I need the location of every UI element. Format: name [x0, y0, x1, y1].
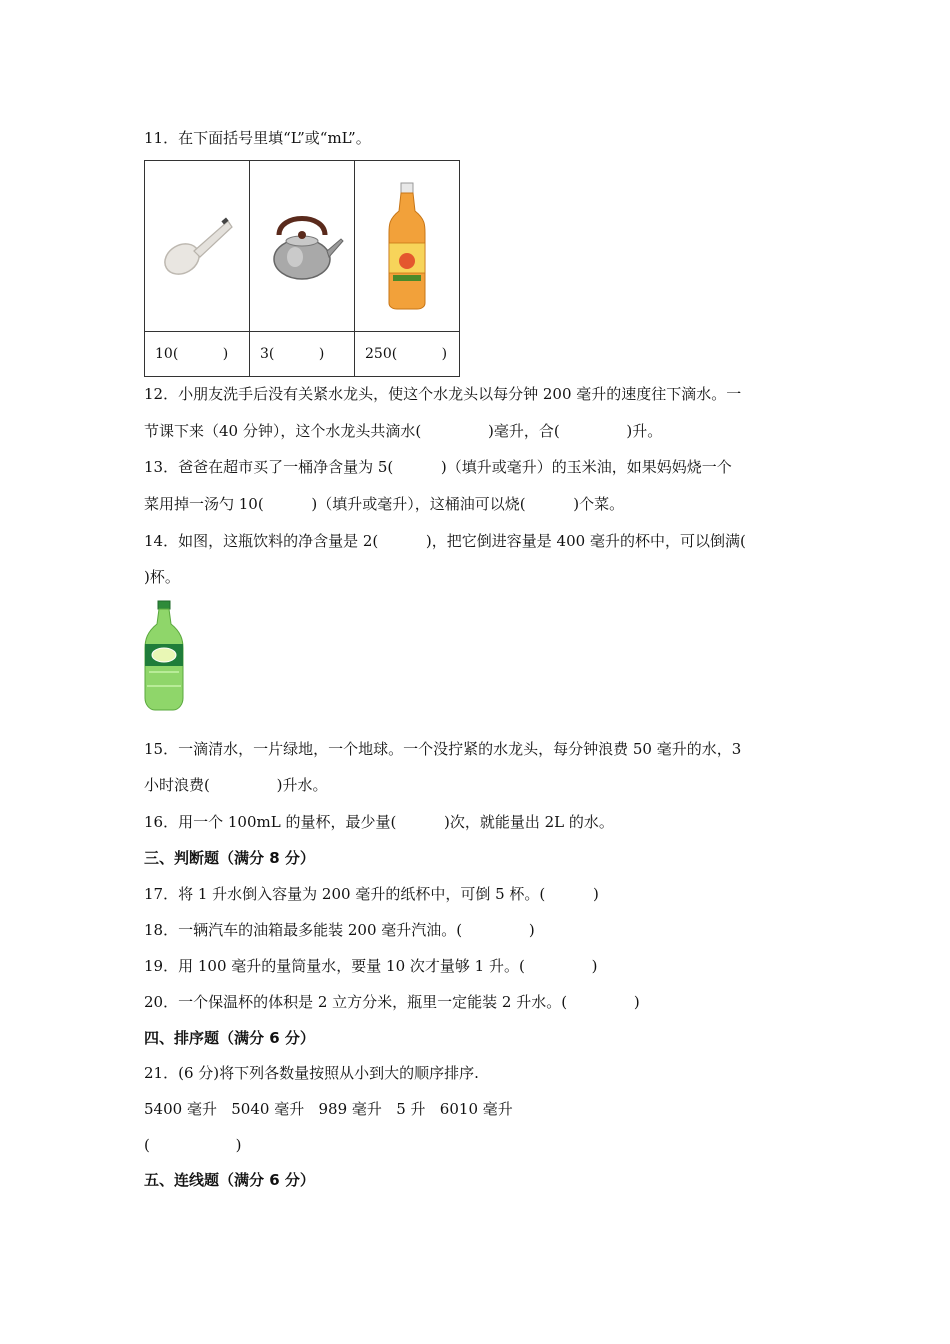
- q15-line2: 小时浪费( )升水。: [144, 776, 328, 794]
- q20: 20．一个保温杯的体积是 2 立方分米，瓶里一定能装 2 升水。( ): [144, 993, 640, 1011]
- answer-kettle[interactable]: 3( ): [250, 332, 355, 377]
- q11-title: 11．在下面括号里填“L”或“mL”。: [144, 129, 371, 147]
- section-3-heading: 三、判断题（满分 8 分）: [144, 849, 315, 867]
- q18: 18．一辆汽车的油箱最多能装 200 毫升汽油。( ): [144, 921, 535, 939]
- kettle-cell: [250, 161, 355, 332]
- juice-cell: [355, 161, 460, 332]
- q13-line1: 13．爸爸在超市买了一桶净含量为 5( )（填升或毫升）的玉米油，如果妈妈烧一个: [144, 458, 732, 476]
- q21-items: 5400 毫升 5040 毫升 989 毫升 5 升 6010 毫升: [144, 1100, 513, 1118]
- q14-line2: )杯。: [144, 568, 180, 586]
- q11-table: [144, 160, 460, 377]
- juice-bottle-icon: [377, 181, 437, 311]
- answer-spoon[interactable]: 10( ): [145, 332, 250, 377]
- q13-line2: 菜用掉一汤勺 10( )（填升或毫升），这桶油可以烧( )个菜。: [144, 495, 625, 513]
- answer-juice[interactable]: 250( ): [355, 332, 460, 377]
- soda-bottle-icon: [141, 600, 187, 712]
- q21-answer[interactable]: ( ): [144, 1136, 242, 1154]
- q21-title: 21．(6 分)将下列各数量按照从小到大的顺序排序.: [144, 1064, 479, 1082]
- q19: 19．用 100 毫升的量筒量水，要量 10 次才量够 1 升。( ): [144, 957, 598, 975]
- spoon-cell: [145, 161, 250, 332]
- q16: 16．用一个 100mL 的量杯，最少量( )次，就能量出 2L 的水。: [144, 813, 614, 831]
- q14-line1: 14．如图，这瓶饮料的净含量是 2( )，把它倒进容量是 400 毫升的杯中，可以倒满(: [144, 532, 746, 550]
- spoon-icon: [152, 201, 242, 291]
- section-4-heading: 四、排序题（满分 6 分）: [144, 1029, 315, 1047]
- q17: 17．将 1 升水倒入容量为 200 毫升的纸杯中，可倒 5 杯。( ): [144, 885, 599, 903]
- q12-line1: 12．小朋友洗手后没有关紧水龙头，使这个水龙头以每分钟 200 毫升的速度往下滴水。一: [144, 385, 742, 403]
- q12-line2: 节课下来（40 分钟），这个水龙头共滴水( )毫升，合( )升。: [144, 422, 663, 440]
- section-5-heading: 五、连线题（满分 6 分）: [144, 1171, 315, 1189]
- kettle-icon: [257, 201, 347, 291]
- q15-line1: 15．一滴清水，一片绿地，一个地球。一个没拧紧的水龙头，每分钟浪费 50 毫升的水，3: [144, 740, 742, 758]
